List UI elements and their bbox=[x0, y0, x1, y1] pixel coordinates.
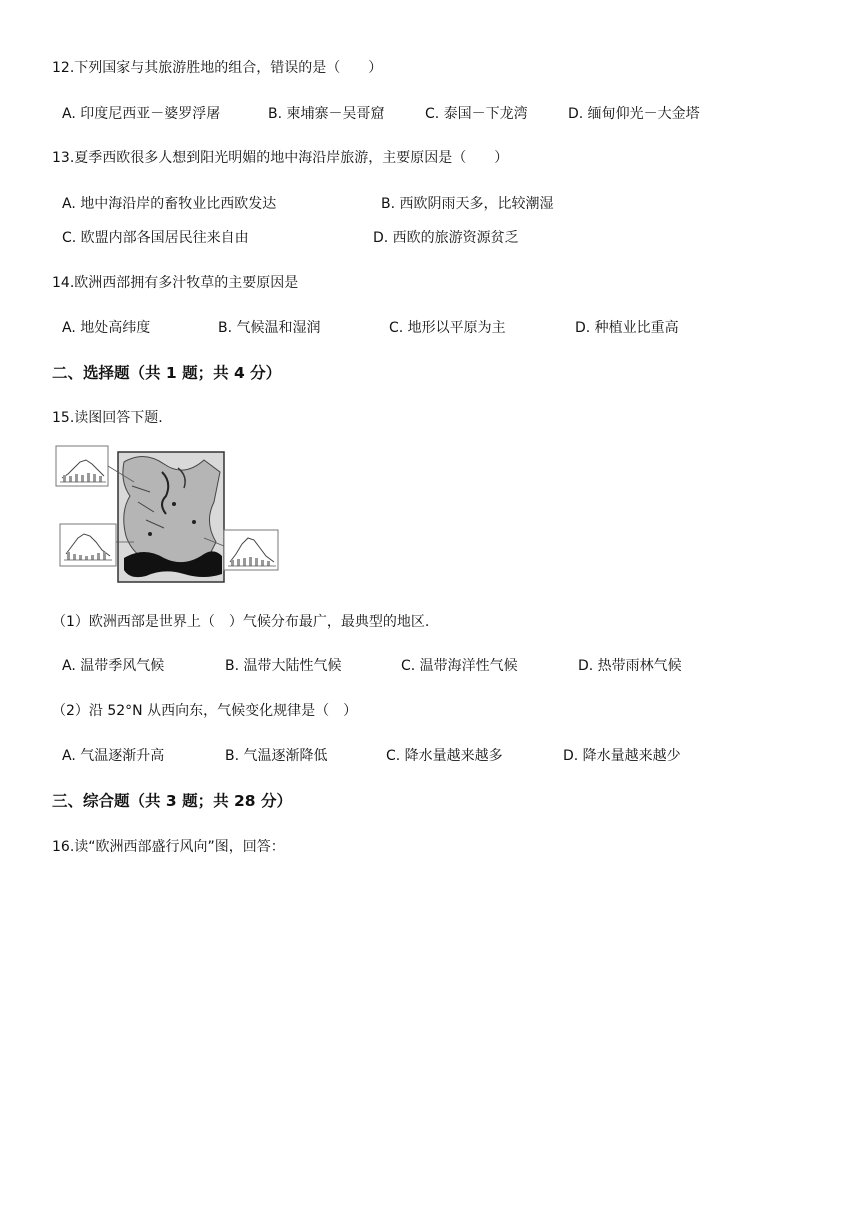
section-2-heading: 二、选择题（共 1 题；共 4 分） bbox=[52, 364, 282, 382]
q15-sub1-stem: （1）欧洲西部是世界上（ ）气候分布最广，最典型的地区. bbox=[52, 614, 430, 630]
q14-option-a[interactable]: A. 地处高纬度 bbox=[62, 320, 151, 336]
climate-chart-inset-bottom-right bbox=[224, 530, 278, 570]
q13-option-a[interactable]: A. 地中海沿岸的畜牧业比西欧发达 bbox=[62, 196, 277, 212]
q15-sub1-option-d[interactable]: D. 热带雨林气候 bbox=[578, 658, 682, 674]
q12-option-d[interactable]: D. 缅甸仰光－大金塔 bbox=[568, 106, 700, 122]
q13-option-b[interactable]: B. 西欧阴雨天多，比较潮湿 bbox=[381, 196, 554, 212]
question-15-stem: 15.读图回答下题. bbox=[52, 410, 163, 426]
question-16-stem: 16.读“欧洲西部盛行风向”图，回答： bbox=[52, 839, 285, 855]
q15-sub2-option-d[interactable]: D. 降水量越来越少 bbox=[563, 748, 681, 764]
q14-option-b[interactable]: B. 气候温和湿润 bbox=[218, 320, 321, 336]
q15-sub2-stem: （2）沿 52°N 从西向东，气候变化规律是（ ） bbox=[52, 703, 358, 719]
q15-sub2-option-a[interactable]: A. 气温逐渐升高 bbox=[62, 748, 165, 764]
climate-chart-inset-top-left bbox=[56, 446, 108, 486]
question-12-stem: 12.下列国家与其旅游胜地的组合，错误的是（ ） bbox=[52, 60, 383, 76]
q12-option-a[interactable]: A. 印度尼西亚－婆罗浮屠 bbox=[62, 106, 221, 122]
question-14-stem: 14.欧洲西部拥有多汁牧草的主要原因是 bbox=[52, 275, 299, 291]
q12-option-c[interactable]: C. 泰国－下龙湾 bbox=[425, 106, 528, 122]
climate-chart-inset-bottom-left bbox=[60, 524, 116, 566]
q14-option-d[interactable]: D. 种植业比重高 bbox=[575, 320, 679, 336]
q13-option-d[interactable]: D. 西欧的旅游资源贫乏 bbox=[373, 230, 519, 246]
q15-sub1-option-a[interactable]: A. 温带季风气候 bbox=[62, 658, 165, 674]
q15-sub1-option-c[interactable]: C. 温带海洋性气候 bbox=[401, 658, 518, 674]
q14-option-c[interactable]: C. 地形以平原为主 bbox=[389, 320, 506, 336]
q13-option-c[interactable]: C. 欧盟内部各国居民往来自由 bbox=[62, 230, 249, 246]
europe-climate-map-figure bbox=[54, 442, 280, 588]
q15-sub2-option-b[interactable]: B. 气温逐渐降低 bbox=[225, 748, 328, 764]
question-13-stem: 13.夏季西欧很多人想到阳光明媚的地中海沿岸旅游，主要原因是（ ） bbox=[52, 150, 509, 166]
q15-sub2-option-c[interactable]: C. 降水量越来越多 bbox=[386, 748, 503, 764]
section-3-heading: 三、综合题（共 3 题；共 28 分） bbox=[52, 792, 292, 810]
q15-sub1-option-b[interactable]: B. 温带大陆性气候 bbox=[225, 658, 342, 674]
europe-map bbox=[118, 452, 224, 582]
q12-option-b[interactable]: B. 柬埔寨－吴哥窟 bbox=[268, 106, 385, 122]
